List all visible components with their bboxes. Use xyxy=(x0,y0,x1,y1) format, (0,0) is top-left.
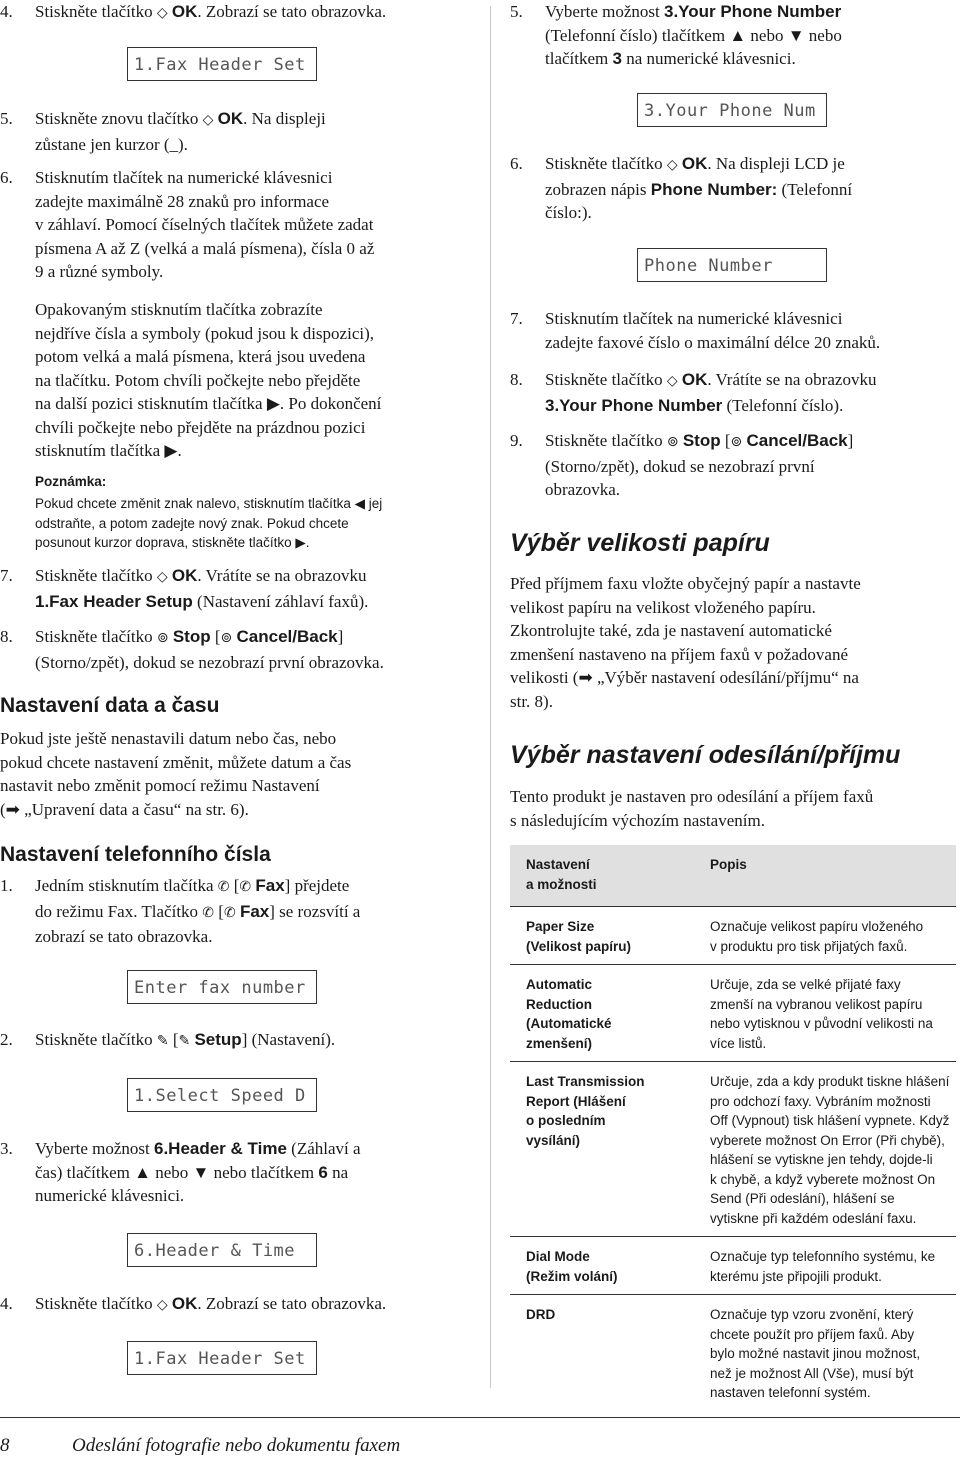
table-row xyxy=(510,907,956,965)
lcd-your-phone-num: 3.Your Phone Num xyxy=(637,93,827,127)
ok-icon: ◇ xyxy=(156,1297,168,1313)
table-cell-description: Označuje typ vzoru zvonění, který chcete použít pro příjem faxů. Aby bylo možné nastavit jinou možnost, než je možnost All (Vše), musí být nastaven telefonní systém. xyxy=(710,1307,921,1400)
table-row xyxy=(510,1062,956,1237)
step-9-right: 9. Stiskněte tlačítko ⊚ Stop [⊚ Cancel/Back] (Storno/zpět), dokud se nezobrazí první obrazovka. xyxy=(510,431,854,499)
table-cell-description: Určuje, zda a kdy produkt tiskne hlášení pro odchozí faxy. Vybráním možnosti Off (Vypnout) tisk hlášení vypnete. Když vyberete možnost On Error (Při chybě), hlášení se vytiskne jen tehdy, dojde-li k chybě, a když vyberete možnost On Send (Při odeslání), hlášení se vytiskne při každém odeslání faxu. xyxy=(710,1074,950,1226)
table-cell-setting: Automatic Reduction (Automatické zmenšení) xyxy=(526,977,612,1051)
setup-icon: ✎ xyxy=(156,1033,169,1049)
stop-icon: ⊚ xyxy=(730,434,743,450)
table-header-settings: Nastavení a možnosti xyxy=(510,845,694,907)
heading-paper-size: Výběr velikosti papíru xyxy=(510,529,770,557)
lcd-fax-header-set: 1.Fax Header Set xyxy=(127,47,317,81)
fax-icon: ✆ xyxy=(239,879,252,895)
heading-send-receive: Výběr nastavení odesílání/příjmu xyxy=(510,741,901,769)
heading-date-time: Nastavení data a času xyxy=(0,694,220,717)
table-header-description: Popis xyxy=(694,845,956,907)
table-cell-setting: Paper Size (Velikost papíru) xyxy=(526,919,632,954)
column-divider xyxy=(490,6,491,1388)
footer-chapter-title: Odeslání fotografie nebo dokumentu faxem xyxy=(72,1435,401,1456)
table-row xyxy=(510,965,956,1062)
ok-icon: ◇ xyxy=(202,112,214,128)
fax-icon: ✆ xyxy=(202,904,215,921)
table-cell-description: Označuje typ telefonního systému, ke kterému jste připojili produkt. xyxy=(710,1249,936,1284)
step-4-bottom: 4. Stiskněte tlačítko ◇ OK. Zobrazí se tato obrazovka. xyxy=(0,1292,470,1318)
table-row xyxy=(510,1237,956,1295)
table-header-row xyxy=(510,845,956,907)
step-7: 7. Stiskněte tlačítko ◇ OK. Vrátíte se na obrazovku 1.Fax Header Setup (Nastavení záhlaví faxů). xyxy=(0,566,369,611)
ok-icon: ◇ xyxy=(156,569,168,585)
step-6-right: 6. Stiskněte tlačítko ◇ OK. Na displeji LCD je zobrazen nápis Phone Number: (Telefonní číslo:). xyxy=(510,154,853,222)
fax-icon: ✆ xyxy=(223,904,236,921)
lcd-fax-header-set-2: 1.Fax Header Set xyxy=(127,1341,317,1375)
step-6: 6. Stisknutím tlačítek na numerické klávesnici zadejte maximálně 28 znaků pro informace v záhlaví. Pomocí číselných tlačítek můžete zadat písmena A až Z (velká a malá písmena), čísla 0 až 9 a různé symboly. xyxy=(0,168,375,281)
table-cell-setting: DRD xyxy=(526,1307,556,1322)
lcd-enter-fax-number: Enter fax number xyxy=(127,970,317,1004)
stop-icon: ⊚ xyxy=(220,630,233,646)
page-number: 8 xyxy=(0,1435,10,1456)
ok-icon: ◇ xyxy=(156,5,168,21)
footer-divider xyxy=(0,1417,960,1418)
lcd-header-time: 6.Header & Time xyxy=(127,1233,317,1267)
step-8: 8. Stiskněte tlačítko ⊚ Stop [⊚ Cancel/Back] (Storno/zpět), dokud se nezobrazí první obrazovka. xyxy=(0,627,384,672)
heading-phone-number: Nastavení telefonního čísla xyxy=(0,843,271,866)
note-text: Pokud chcete změnit znak nalevo, stisknutím tlačítka ◀ jej odstraňte, a potom zadejte nový znak. Pokud chcete posunout kurzor doprava, stiskněte tlačítko ▶. xyxy=(35,496,383,550)
step-1: 1. Jedním stisknutím tlačítka ✆ [✆ Fax] přejdete do režimu Fax. Tlačítko ✆ [✆ Fax] se rozsvítí a zobrazí se tato obrazovka. xyxy=(0,876,361,946)
paragraph-date-time: Pokud jste ještě nenastavili datum nebo čas, nebo pokud chcete nastavení změnit, můžete datum a čas nastavit nebo změnit pomocí režimu Nastavení (➡ „Upravení data a času“ na str. 6). xyxy=(0,729,352,819)
settings-table xyxy=(510,845,956,1411)
step-7-right: 7. Stisknutím tlačítek na numerické klávesnici zadejte faxové číslo o maximální délce 20 znaků. xyxy=(510,309,881,352)
note-title: Poznámka: xyxy=(35,474,107,489)
step-8-right: 8. Stiskněte tlačítko ◇ OK. Vrátíte se na obrazovku 3.Your Phone Number (Telefonní číslo). xyxy=(510,370,877,415)
setup-icon: ✎ xyxy=(178,1033,191,1049)
step-5: 5. Stiskněte znovu tlačítko ◇ OK. Na displeji zůstane jen kurzor (_). xyxy=(0,109,326,154)
ok-icon: ◇ xyxy=(666,373,678,389)
paragraph-paper-size: Před příjmem faxu vložte obyčejný papír a nastavte velikost papíru na velikost vloženého papíru. Zkontrolujte také, zda je nastavení automatické zmenšení nastaveno na příjem faxů v požadované velikosti (➡ „Výběr nastavení odesílání/příjmu“ na str. 8). xyxy=(510,574,861,711)
lcd-phone-number: Phone Number xyxy=(637,248,827,282)
paragraph-repeat-press: Opakovaným stisknutím tlačítka zobrazíte nejdříve čísla a symboly (pokud jsou k dispozici), potom velká a malá písmena, která jsou uvedena na tlačítku. Potom chvíli počkejte nebo přejděte na další pozici stisknutím tlačítka ▶. Po dokončení chvíli počkejte nebo přejděte na prázdnou pozici stisknutím tlačítka ▶. xyxy=(35,300,382,460)
stop-icon: ⊚ xyxy=(666,434,679,450)
table-cell-description: Určuje, zda se velké přijaté faxy zmenší na vybranou velikost papíru nebo vytisknou v původní velikosti na více listů. xyxy=(710,977,933,1051)
fax-icon: ✆ xyxy=(217,879,230,895)
step-3: 3. Vyberte možnost 6.Header & Time (Záhlaví a čas) tlačítkem ▲ nebo ▼ nebo tlačítkem 6 na numerické klávesnici. xyxy=(0,1139,361,1205)
paragraph-send-receive: Tento produkt je nastaven pro odesílání a příjem faxů s následujícím výchozím nastavením. xyxy=(510,787,874,830)
step-5-right: 5. Vyberte možnost 3.Your Phone Number (Telefonní číslo) tlačítkem ▲ nebo ▼ nebo tlačítkem 3 na numerické klávesnici. xyxy=(510,2,842,68)
stop-icon: ⊚ xyxy=(156,630,169,646)
table-cell-setting: Dial Mode (Režim volání) xyxy=(526,1249,618,1284)
table-cell-setting: Last Transmission Report (Hlášení o posledním vysílání) xyxy=(526,1074,645,1148)
step-4-top: 4. Stiskněte tlačítko ◇ OK. Zobrazí se tato obrazovka. xyxy=(0,0,470,26)
table-row xyxy=(510,1295,956,1411)
ok-icon: ◇ xyxy=(666,157,678,173)
table-cell-description: Označuje velikost papíru vloženého v produktu pro tisk přijatých faxů. xyxy=(710,919,924,954)
step-2: 2. Stiskněte tlačítko ✎ [✎ Setup] (Nastavení). xyxy=(0,1028,470,1054)
lcd-select-speed-dial: 1.Select Speed D xyxy=(127,1078,317,1112)
